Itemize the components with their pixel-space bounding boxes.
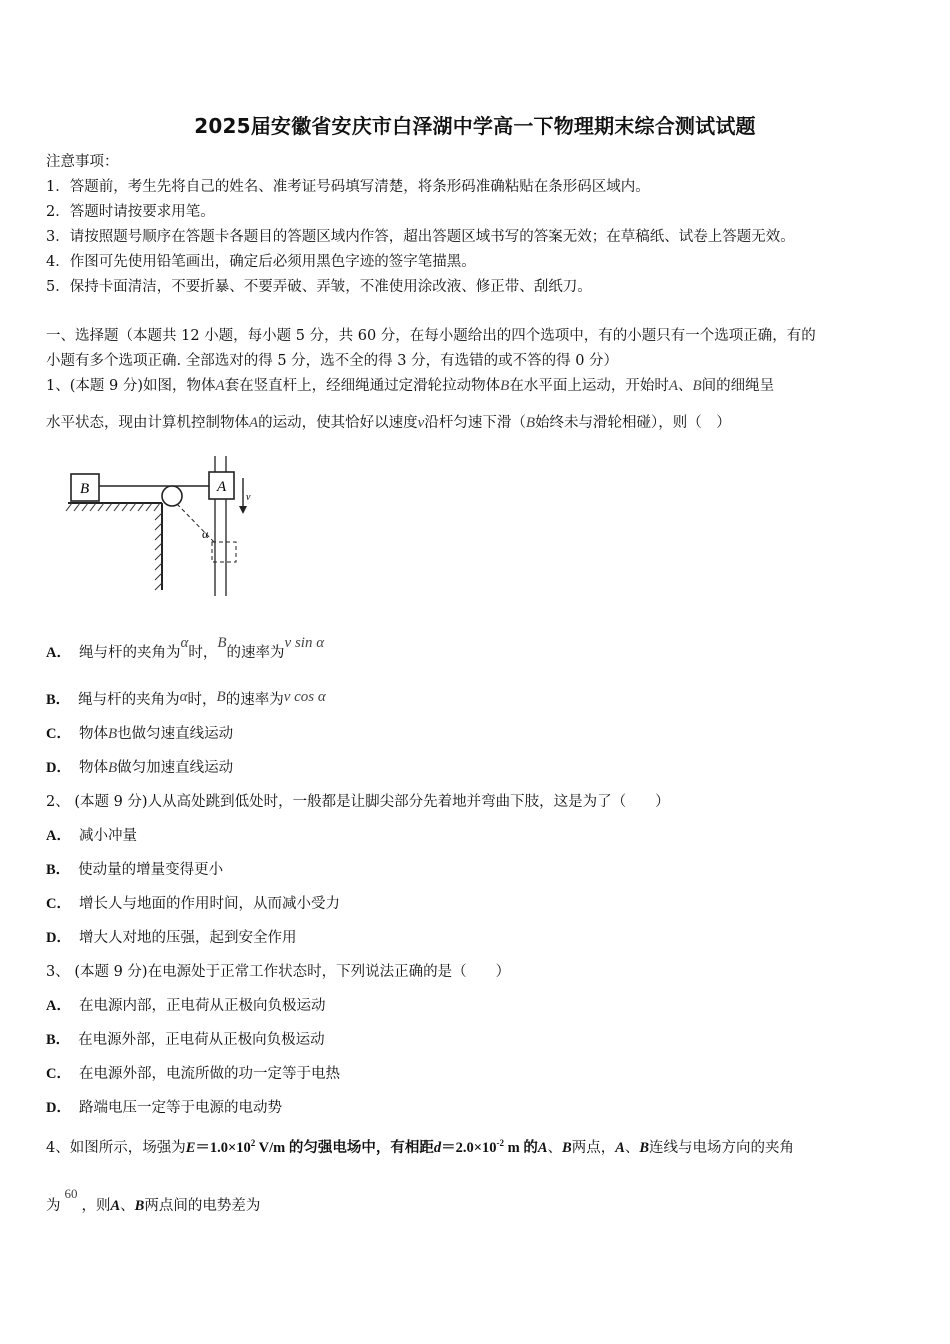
section-heading: 一、选择题（本题共 12 小题，每小题 5 分，共 60 分，在每小题给出的四个选项中，有的小题只有一个选项正确，有的: [46, 328, 816, 344]
notice-item: 1．答题前，考生先将自己的姓名、准考证号码填写清楚，将条形码准确粘贴在条形码区域内。: [46, 179, 650, 195]
notice-item: 5．保持卡面清洁，不要折暴、不要弄破、弄皱，不准使用涂改液、修正带、刮纸刀。: [46, 279, 592, 295]
q1-stem-line2: 水平状态，现由计算机控制物体A的运动，使其恰好以速度v沿杆匀速下滑（B始终未与滑轮相碰），则（ ）: [46, 415, 731, 431]
label-b: B: [80, 481, 90, 497]
q3-stem: 3、 (本题 9 分)在电源处于正常工作状态时，下列说法正确的是（ ）: [46, 964, 511, 980]
q4-stem-line1: 4、如图所示，场强为$E=1.0\times 10^2$ V/m 的匀强电场中，有相距$d=2.0\times 10^{-2}$ m 的A、B两点，A、B连线与电场方向的夹角: [46, 1138, 795, 1156]
q1-option-c[interactable]: C． 物体B也做匀速直线运动: [46, 726, 234, 742]
q2-stem: 2、 (本题 9 分)人从高处跳到低处时，一般都是让脚尖部分先着地并弯曲下肢，这是为了（ ）: [46, 794, 670, 810]
q1-stem-line1: 1、(本题 9 分)如图，物体A套在竖直杆上，经细绳通过定滑轮拉动物体B在水平面上运动，开始时A、B间的细绳呈: [46, 378, 775, 394]
pulley: [162, 486, 182, 506]
q3-option-d[interactable]: D． 路端电压一定等于电源的电动势: [46, 1100, 282, 1116]
notice-heading: 注意事项：: [46, 154, 119, 170]
q1-option-b[interactable]: B． 绳与杆的夹角为α时，B的速率为v cos α: [46, 689, 326, 708]
q1-option-d[interactable]: D． 物体B做匀加速直线运动: [46, 760, 234, 776]
notice-item: 4．作图可先使用铅笔画出，确定后必须用黑色字迹的签字笔描黑。: [46, 254, 476, 270]
q3-option-b[interactable]: B． 在电源外部，正电荷从正极向负极运动: [46, 1032, 325, 1048]
label-a: A: [217, 479, 227, 495]
label-alpha: α: [202, 527, 209, 541]
q2-option-c[interactable]: C． 增长人与地面的作用时间，从而减小受力: [46, 896, 340, 912]
notice-item: 3．请按照题号顺序在答题卡各题目的答题区域内作答，超出答题区域书写的答案无效；在草稿纸、试卷上答题无效。: [46, 229, 795, 245]
notice-item: 2．答题时请按要求用笔。: [46, 204, 215, 220]
page-title: 2025届安徽省安庆市白泽湖中学高一下物理期末综合测试试题: [194, 114, 756, 138]
label-v: v: [246, 492, 251, 503]
q3-option-c[interactable]: C． 在电源外部，电流所做的功一定等于电热: [46, 1066, 340, 1082]
q1-pulley-figure: [62, 448, 277, 610]
section-heading-cont: 小题有多个选项正确. 全部选对的得 5 分，选不全的得 3 分，有选错的或不答的得 0 分）: [46, 353, 619, 369]
q2-option-d[interactable]: D． 增大人对地的压强，起到安全作用: [46, 930, 297, 946]
q2-option-a[interactable]: A． 减小冲量: [46, 828, 137, 844]
q3-option-a[interactable]: A． 在电源内部，正电荷从正极向负极运动: [46, 998, 326, 1014]
q2-option-b[interactable]: B． 使动量的增量变得更小: [46, 862, 224, 878]
q1-option-a[interactable]: A． 绳与杆的夹角为α时，B的速率为v sin α: [46, 635, 325, 661]
q4-stem-line2: 为60，则A、B两点间的电势差为: [46, 1186, 261, 1214]
